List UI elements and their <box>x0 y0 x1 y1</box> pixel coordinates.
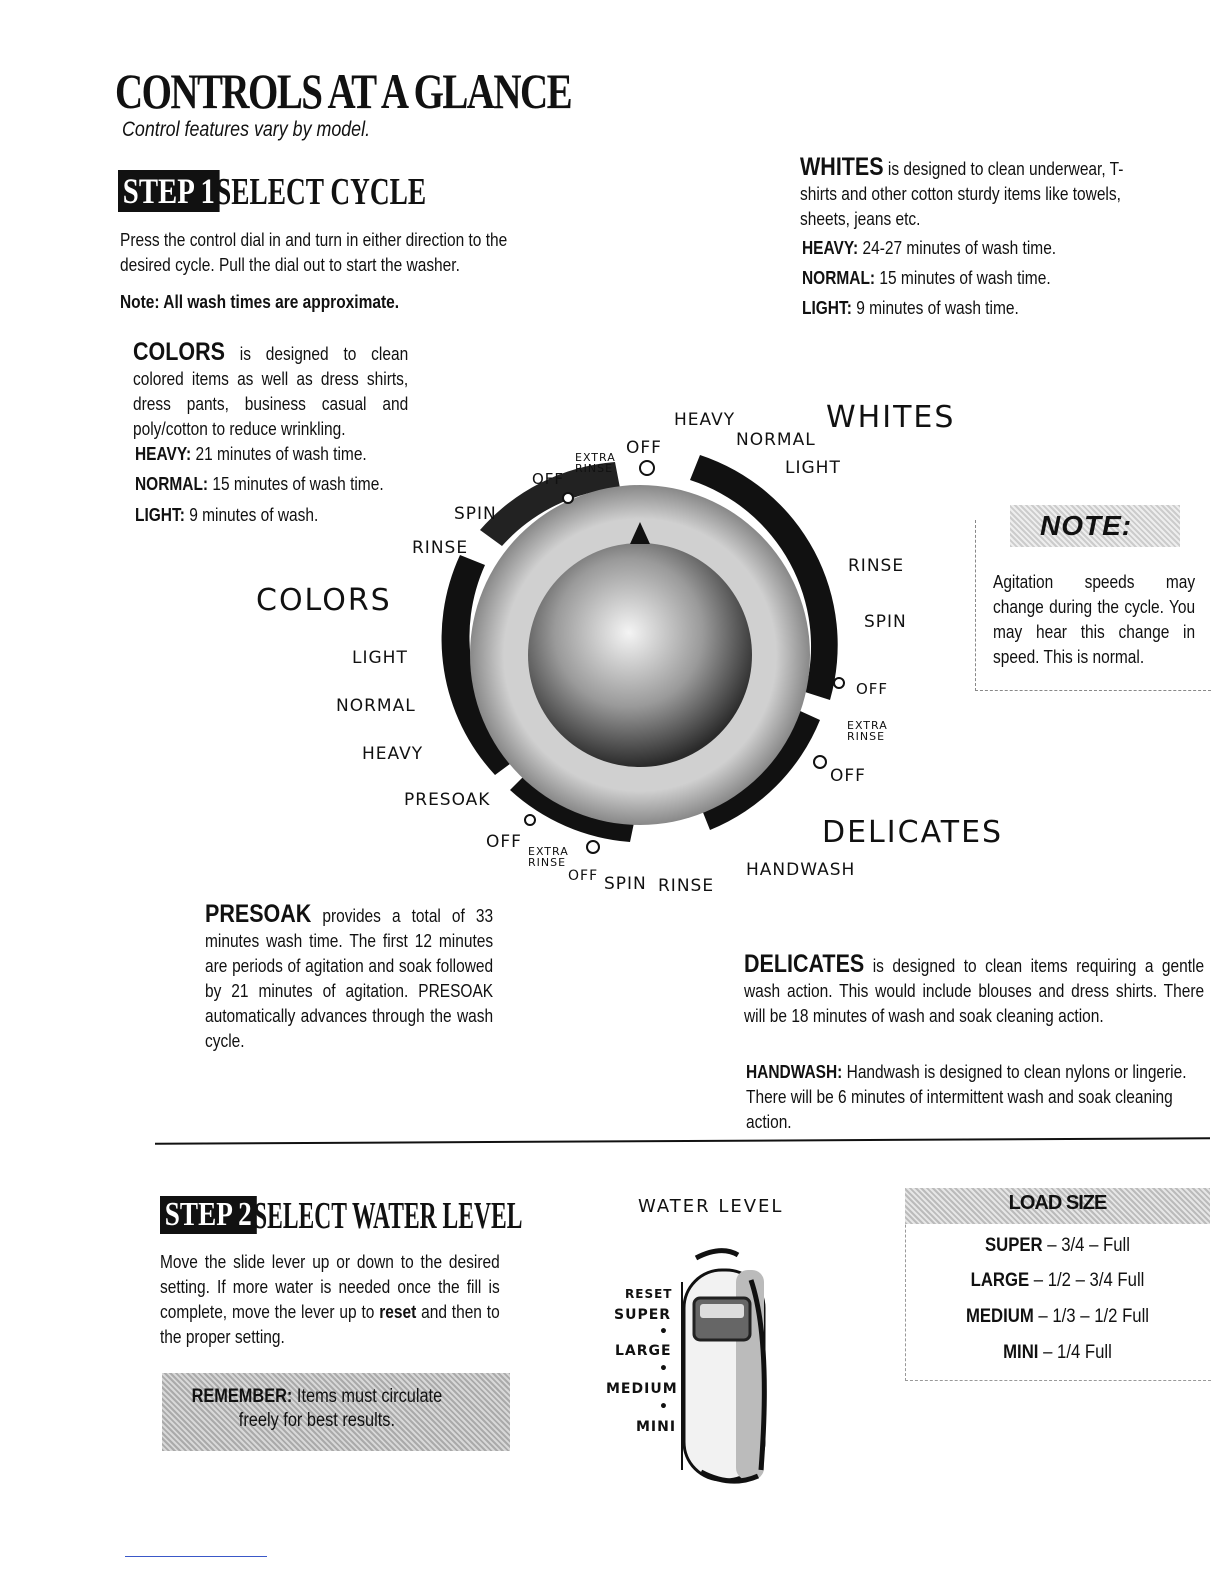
dial-colors-heavy: HEAVY <box>362 744 424 764</box>
dial-delicates-rinse: RINSE <box>658 876 715 896</box>
whites-heavy <box>802 236 1146 261</box>
dial-off-bottomleft: OFF <box>486 832 522 852</box>
off-marker-icon <box>814 756 826 768</box>
load-size-title: LOAD SIZE <box>1008 1192 1107 1214</box>
handwash-label: HANDWASH: <box>746 1062 843 1082</box>
step2-title: SELECT WATER LEVEL <box>254 1195 523 1237</box>
water-level-super: SUPER <box>614 1307 672 1323</box>
delicates-desc: is designed to clean items requiring a gentle wash action. This would include blouses and dress shirts. There will be 18 minutes of wash and soak cleaning action. <box>744 956 1205 1026</box>
load-size-value: – 1/3 – 1/2 Full <box>1038 1306 1150 1327</box>
section-divider <box>155 1137 1210 1145</box>
whites-normal-label: NORMAL: <box>802 268 876 288</box>
dial-colors-label: COLORS <box>256 583 392 618</box>
step2-instructions-a: Move the slide lever up or down to the desired setting. If more water is needed once the fill is complete, move the lever up to <box>160 1252 500 1322</box>
note-text: Agitation speeds may change during the cycle. You may hear this change in speed. This is normal. <box>993 572 1196 667</box>
water-level-slider[interactable] <box>676 1240 776 1490</box>
dial-off-topleft: OFF <box>532 470 565 488</box>
step2-instructions-bold: reset <box>379 1302 417 1322</box>
load-size-label: SUPER <box>985 1235 1043 1256</box>
whites-light-label: LIGHT: <box>802 298 852 318</box>
dial-whites-label: WHITES <box>826 400 956 435</box>
handwash-description <box>746 1060 1193 1135</box>
water-level-mini: MINI <box>636 1419 677 1435</box>
dial-extra-rinse-top <box>575 452 616 474</box>
colors-name: COLORS <box>133 338 225 366</box>
load-size-value: – 3/4 – Full <box>1047 1235 1130 1256</box>
off-marker-icon <box>587 841 599 853</box>
step1-note: Note: All wash times are approximate. <box>120 292 400 312</box>
rinse-label: RINSE <box>575 462 614 475</box>
dial-knob[interactable] <box>528 543 752 767</box>
step2-instructions <box>160 1250 500 1350</box>
whites-light <box>802 296 1146 321</box>
whites-normal-text: 15 minutes of wash time. <box>879 268 1051 288</box>
dial-delicates-label: DELICATES <box>822 815 1004 850</box>
step2-instructions-b: and then to the proper setting. <box>160 1302 500 1347</box>
colors-heavy-label: HEAVY: <box>135 444 192 464</box>
dial-presoak: PRESOAK <box>404 790 491 810</box>
dial-extra-rinse-right <box>847 720 888 742</box>
dial-colors-light: LIGHT <box>352 648 408 668</box>
colors-light-text: 9 minutes of wash. <box>189 505 319 525</box>
dial-off-right: OFF <box>856 680 889 698</box>
step2-badge: STEP 2 <box>160 1196 257 1234</box>
dial-whites-spin: SPIN <box>864 612 907 632</box>
extra-label: EXTRA <box>528 845 569 858</box>
dial-handwash: HANDWASH <box>746 860 856 880</box>
whites-heavy-label: HEAVY: <box>802 238 859 258</box>
water-level-large: LARGE <box>615 1343 672 1359</box>
page-subtitle: Control features vary by model. <box>122 118 371 141</box>
dot-icon: • <box>659 1361 669 1377</box>
load-size-row <box>923 1306 1191 1328</box>
whites-normal <box>802 266 1146 291</box>
water-level-title: WATER LEVEL <box>638 1196 784 1217</box>
load-size-row <box>923 1235 1191 1257</box>
footer-rule <box>125 1556 267 1557</box>
colors-normal <box>135 472 419 497</box>
presoak-desc: provides a total of 33 minutes wash time. The first 12 minutes are periods of agitation and soak followed by 21 minutes of agitation. PRESOAK automatically advances through the wash cycle. <box>205 906 494 1051</box>
dial-whites-heavy: HEAVY <box>674 410 736 430</box>
colors-description <box>133 340 408 442</box>
colors-heavy <box>135 442 419 467</box>
presoak-name: PRESOAK <box>205 900 312 928</box>
note-title: NOTE: <box>1040 510 1133 541</box>
dot-icon: • <box>659 1324 669 1340</box>
step1-badge: STEP 1 <box>118 170 220 212</box>
whites-desc: is designed to clean underwear, T-shirts and other cotton sturdy items like towels, sheets, jeans etc. <box>800 159 1124 229</box>
rinse-label: RINSE <box>528 856 567 869</box>
presoak-description <box>205 902 493 1054</box>
dial-off-top: OFF <box>626 438 662 458</box>
dial-whites-rinse: RINSE <box>848 556 905 576</box>
load-size-label: MEDIUM <box>965 1306 1034 1327</box>
load-size-label: MINI <box>1003 1342 1039 1363</box>
dial-whites-light: LIGHT <box>785 458 841 478</box>
rinse-label: RINSE <box>847 730 886 743</box>
dial-off-lowright: OFF <box>830 766 866 786</box>
load-size-row <box>923 1342 1191 1364</box>
delicates-description <box>744 952 1204 1029</box>
colors-heavy-text: 21 minutes of wash time. <box>195 444 367 464</box>
water-level-medium: MEDIUM <box>606 1381 678 1397</box>
remember-label: REMEMBER: <box>191 1386 293 1407</box>
dial-colors-spin: SPIN <box>454 504 497 524</box>
colors-normal-label: NORMAL: <box>135 474 209 494</box>
load-size-row <box>923 1270 1191 1292</box>
remember-body: Items must circulate freely for best results. <box>238 1386 443 1431</box>
extra-label: EXTRA <box>847 719 888 732</box>
dial-extra-rinse-bottom <box>528 846 569 868</box>
dial-colors-rinse: RINSE <box>412 538 469 558</box>
whites-name: WHITES <box>800 153 884 181</box>
step1-title: SELECT CYCLE <box>216 171 427 213</box>
page-title: CONTROLS AT A GLANCE <box>115 63 572 119</box>
dial-off-bottom: OFF <box>568 868 599 884</box>
delicates-name: DELICATES <box>744 950 865 978</box>
off-marker-icon <box>525 815 535 825</box>
dial-whites-normal: NORMAL <box>736 430 816 450</box>
whites-description <box>800 155 1144 232</box>
extra-label: EXTRA <box>575 451 616 464</box>
off-marker-icon <box>563 493 573 503</box>
whites-heavy-text: 24-27 minutes of wash time. <box>862 238 1057 258</box>
dial-colors-normal: NORMAL <box>336 696 416 716</box>
step1-instructions: Press the control dial in and turn in either direction to the desired cycle. Pull the dial out to start the washer. <box>120 230 508 275</box>
colors-light-label: LIGHT: <box>135 505 185 525</box>
dial-delicates-spin: SPIN <box>604 874 647 894</box>
load-size-value: – 1/4 Full <box>1043 1342 1112 1363</box>
colors-normal-text: 15 minutes of wash time. <box>212 474 384 494</box>
water-level-reset: RESET <box>625 1287 673 1301</box>
whites-light-text: 9 minutes of wash time. <box>856 298 1019 318</box>
colors-desc: is designed to clean colored items as well as dress shirts, dress pants, business casual and poly/cotton to reduce wrinkling. <box>133 344 409 439</box>
load-size-label: LARGE <box>970 1270 1030 1291</box>
load-size-value: – 1/2 – 3/4 Full <box>1033 1270 1145 1291</box>
off-marker-icon <box>640 461 654 475</box>
off-marker-icon <box>834 678 844 688</box>
remember-text <box>175 1385 459 1433</box>
dot-icon: • <box>659 1399 669 1415</box>
colors-light <box>135 503 419 528</box>
handwash-text: Handwash is designed to clean nylons or lingerie. There will be 6 minutes of intermittent wash and soak cleaning action. <box>746 1062 1187 1132</box>
